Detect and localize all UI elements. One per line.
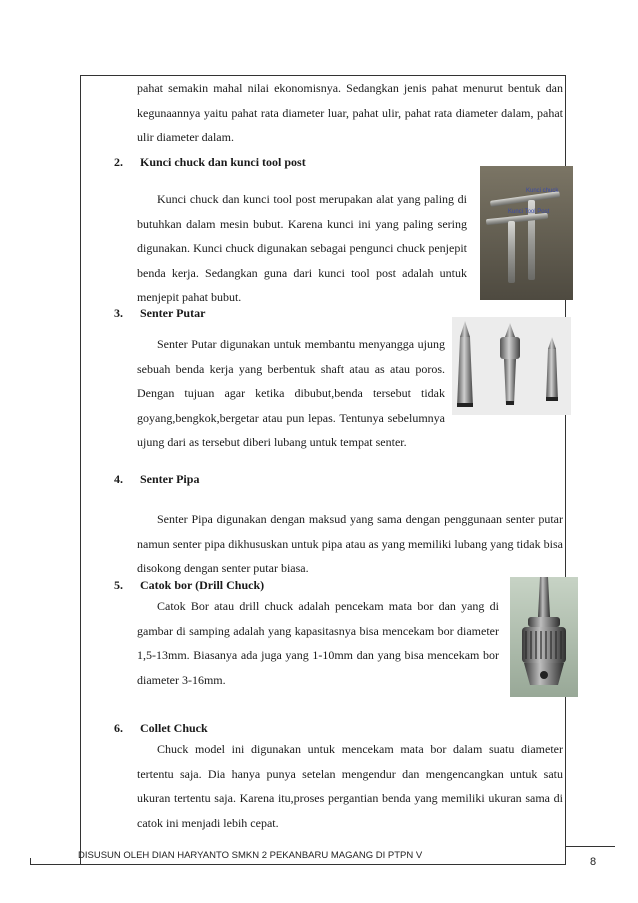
section-title: Collet Chuck xyxy=(140,721,208,735)
figure-chuck-keys xyxy=(480,166,573,300)
footer-rule-right xyxy=(565,846,615,847)
section-number: 4. xyxy=(114,472,123,486)
section-body: Senter Pipa digunakan dengan maksud yang sama dengan penggunaan senter putar namun senter pipa dikhususkan untuk pipa atau as yang memiliki lubang yang tidak bisa disokong dengan senter putar biasa. xyxy=(137,512,563,575)
footer-rule-left xyxy=(30,864,565,865)
page-number: 8 xyxy=(590,856,597,868)
section-heading xyxy=(114,155,306,170)
chuck-keys-illustration xyxy=(480,166,573,300)
footer-rule-right-step xyxy=(565,846,566,865)
section-heading xyxy=(114,306,205,321)
drill-chuck-illustration xyxy=(510,577,578,697)
figure-drill-chuck xyxy=(510,577,578,697)
section-body: Senter Putar digunakan untuk membantu menyangga ujung sebuah benda kerja yang berbentuk shaft atau as atau poros. Dengan tujuan agar ketika dibubut,benda tersebut tidak goyang,bengkok,bergetar atau pun lepas. Tentunya sebelumnya ujung dari as tersebut diberi lubang untuk tempat senter. xyxy=(137,337,445,449)
section-title: Kunci chuck dan kunci tool post xyxy=(140,155,306,169)
section-body: Kunci chuck dan kunci tool post merupakan alat yang paling di butuhkan dalam mesin bubut. Karena kunci ini yang paling sering digunakan. Kunci chuck digunakan sebagai pengunci chuck penjepit benda kerja. Sedangkan guna dari kunci tool post adalah untuk menjepit pahat bubut. xyxy=(137,192,467,304)
section-title: Senter Pipa xyxy=(140,472,200,486)
figure-label: Kunci Tool Post xyxy=(508,209,550,215)
footer-text: DISUSUN OLEH DIAN HARYANTO SMKN 2 PEKANBARU MAGANG DI PTPN V xyxy=(78,850,423,861)
section-number: 2. xyxy=(114,155,123,169)
section-title: Senter Putar xyxy=(140,306,206,320)
figure-label: Kunci chuck xyxy=(526,188,559,194)
section-number: 5. xyxy=(114,578,123,592)
section-heading xyxy=(114,472,199,487)
live-centers-illustration xyxy=(452,317,571,415)
section-title: Catok bor (Drill Chuck) xyxy=(140,578,265,592)
section-heading xyxy=(114,721,208,736)
intro-paragraph: pahat semakin mahal nilai ekonomisnya. Sedangkan jenis pahat menurut bentuk dan kegunaannya yaitu pahat rata diameter luar, pahat ulir, pahat rata diameter dalam, pahat ulir diameter dalam. xyxy=(137,81,563,144)
frame-left-rule xyxy=(80,75,81,865)
figure-live-centers xyxy=(452,317,571,415)
section-body: Chuck model ini digunakan untuk mencekam mata bor dalam suatu diameter tertentu saja. Dia hanya punya setelan mengendur dan mengencangkan untuk satu ukuran tertentu saja. Karena itu,proses pergantian benda yang memiliki ukuran sama di catok ini menjadi lebih cepat. xyxy=(137,742,563,830)
section-heading xyxy=(114,578,264,593)
footer-rule-left-tick xyxy=(30,858,31,865)
section-body: Catok Bor atau drill chuck adalah pencekam mata bor dan yang di gambar di samping adalah yang kapasitasnya bisa mencekam bor diameter 1,5-13mm. Biasanya ada juga yang 1-10mm dan yang bisa mencekam bor diameter 3-16mm. xyxy=(137,599,499,687)
section-number: 6. xyxy=(114,721,123,735)
section-number: 3. xyxy=(114,306,123,320)
